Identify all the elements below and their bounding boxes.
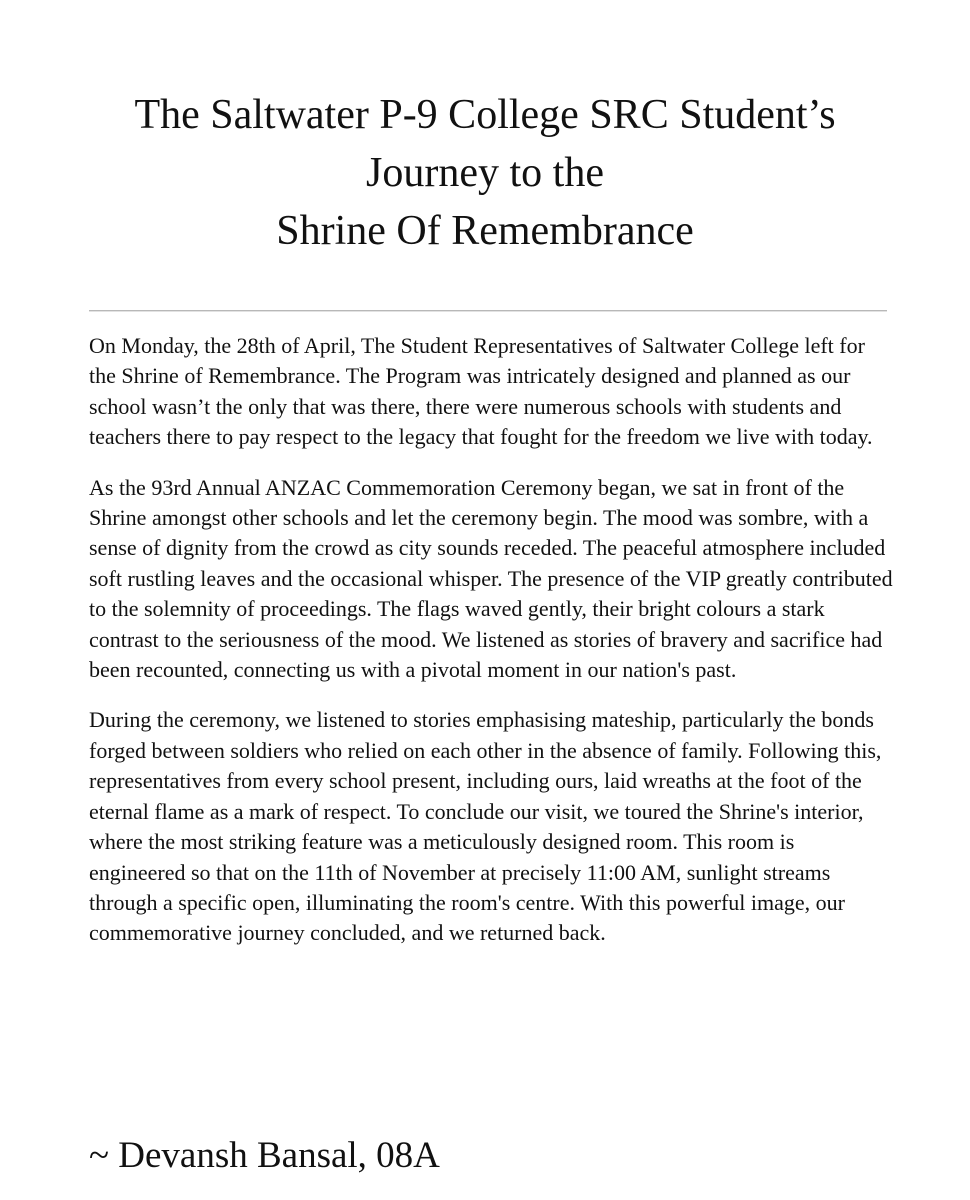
title-line-3: Shrine Of Remembrance — [276, 208, 694, 254]
paragraph-conclusion: During the ceremony, we listened to stories emphasising mateship, particularly the bonds forged between soldiers who relied on each other in the absence of family. Following this, representatives from every school present, including ours, laid wreaths at the foot of the eternal flame as a mark of respect. To conclude our visit, we toured the Shrine's interior, where the most striking feature was a meticulously designed room. This room is engineered so that on the 11th of November at precisely 11:00 AM, sunlight streams through a specific open, illuminating the room's centre. With this powerful image, our commemorative journey concluded, and we returned back. — [89, 707, 882, 946]
horizontal-divider — [89, 310, 887, 312]
author-signature: ~ Devansh Bansal, 08A — [89, 1135, 440, 1176]
title-line-2: Journey to the — [366, 150, 604, 196]
document-title — [60, 86, 910, 260]
paragraph-intro: On Monday, the 28th of April, The Student Representatives of Saltwater College left for the Shrine of Remembrance. The Program was intricately designed and planned as our school wasn’t the only that was there, there were numerous schools with students and teachers there to pay respect to the legacy that fought for the freedom we live with today. — [89, 333, 873, 450]
paragraph-ceremony: As the 93rd Annual ANZAC Commemoration Ceremony began, we sat in front of the Shrine amongst other schools and let the ceremony begin. The mood was sombre, with a sense of dignity from the crowd as city sounds receded. The peaceful atmosphere included soft rustling leaves and the occasional whisper. The presence of the VIP greatly contributed to the solemnity of proceedings. The flags waved gently, their bright colours a stark contrast to the seriousness of the mood. We listened as stories of bravery and sacrifice had been recounted, connecting us with a pivotal moment in our nation's past. — [89, 474, 893, 683]
article-body — [89, 331, 894, 969]
title-line-1: The Saltwater P-9 College SRC Student’s — [134, 92, 836, 138]
